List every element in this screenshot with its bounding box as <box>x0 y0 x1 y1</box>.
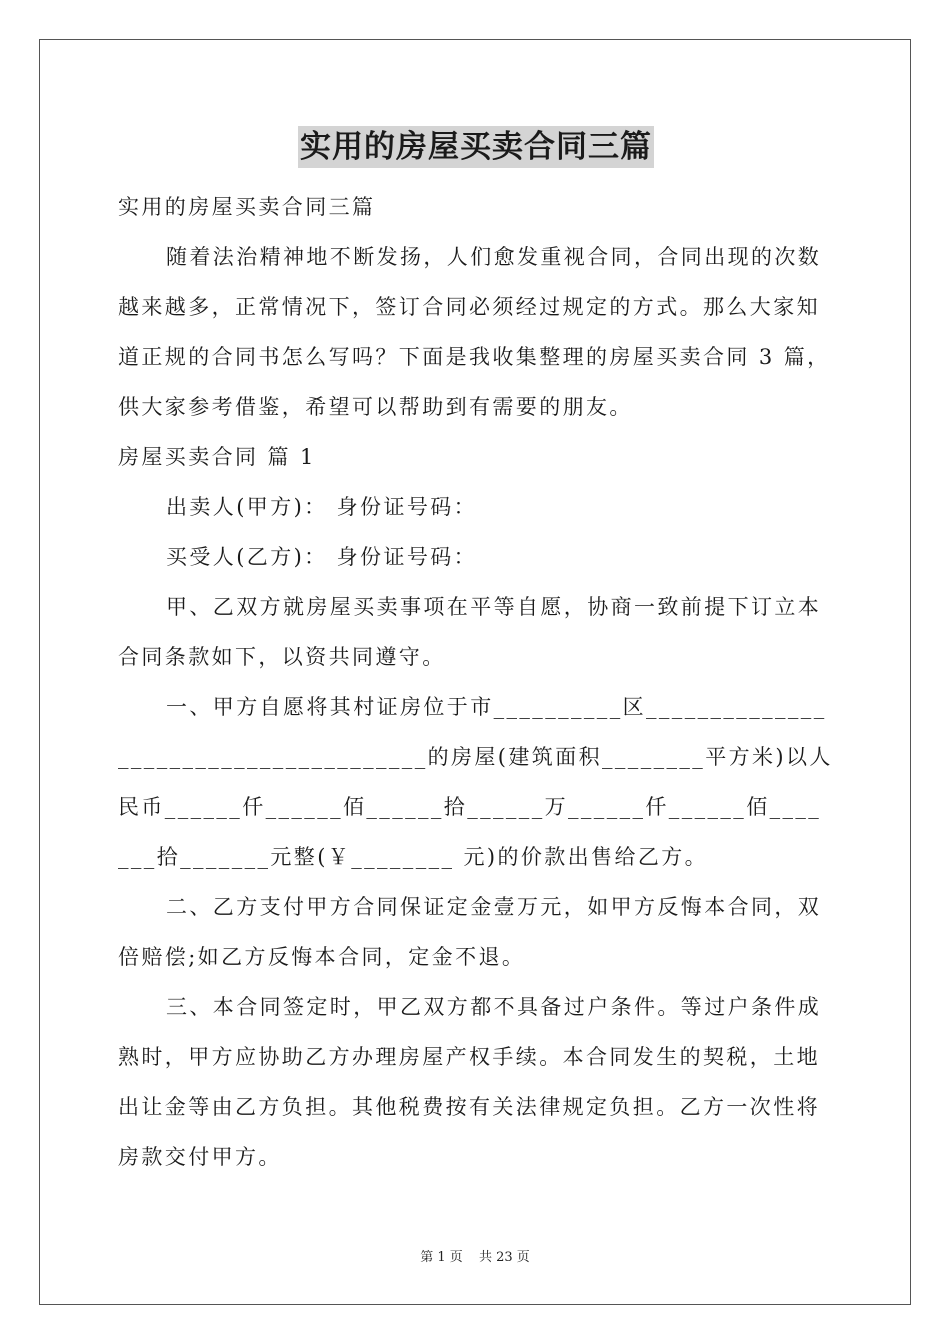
page-total: 共 23 页 <box>478 1250 530 1265</box>
clause-1: 一、甲方自愿将其村证房位于市__________区______________________________________的房屋(建筑面积________平方米)以人民币______仟______佰______拾______万______仟______佰_______拾_______元整(￥________ 元)的价款出售给乙方。 <box>118 695 833 869</box>
buyer-line: 买受人(乙方)： 身份证号码： <box>166 545 478 569</box>
page-number: 第 1 页 <box>420 1250 463 1265</box>
intro-paragraph: 随着法治精神地不断发扬，人们愈发重视合同，合同出现的次数越来越多，正常情况下，签订合同必须经过规定的方式。那么大家知道正规的合同书怎么写吗？下面是我收集整理的房屋买卖合同 3 篇，供大家参考借鉴，希望可以帮助到有需要的朋友。 <box>118 245 831 419</box>
clause-3: 三、本合同签定时，甲乙双方都不具备过户条件。等过户条件成熟时，甲方应协助乙方办理房屋产权手续。本合同发生的契税，土地出让金等由乙方负担。其他税费按有关法律规定负担。乙方一次性将房款交付甲方。 <box>118 995 822 1169</box>
document-title: 实用的房屋买卖合同三篇 <box>118 120 834 168</box>
clause-2: 二、乙方支付甲方合同保证定金壹万元，如甲方反悔本合同，双倍赔偿;如乙方反悔本合同，定金不退。 <box>118 895 822 969</box>
section-heading: 房屋买卖合同 篇 1 <box>118 445 316 469</box>
page-footer <box>0 1246 950 1265</box>
subtitle-line: 实用的房屋买卖合同三篇 <box>118 195 376 219</box>
agreement-paragraph: 甲、乙双方就房屋买卖事项在平等自愿，协商一致前提下订立本合同条款如下，以资共同遵守。 <box>118 595 822 669</box>
document-body <box>118 120 834 1182</box>
seller-line: 出卖人(甲方)： 身份证号码： <box>166 495 478 519</box>
